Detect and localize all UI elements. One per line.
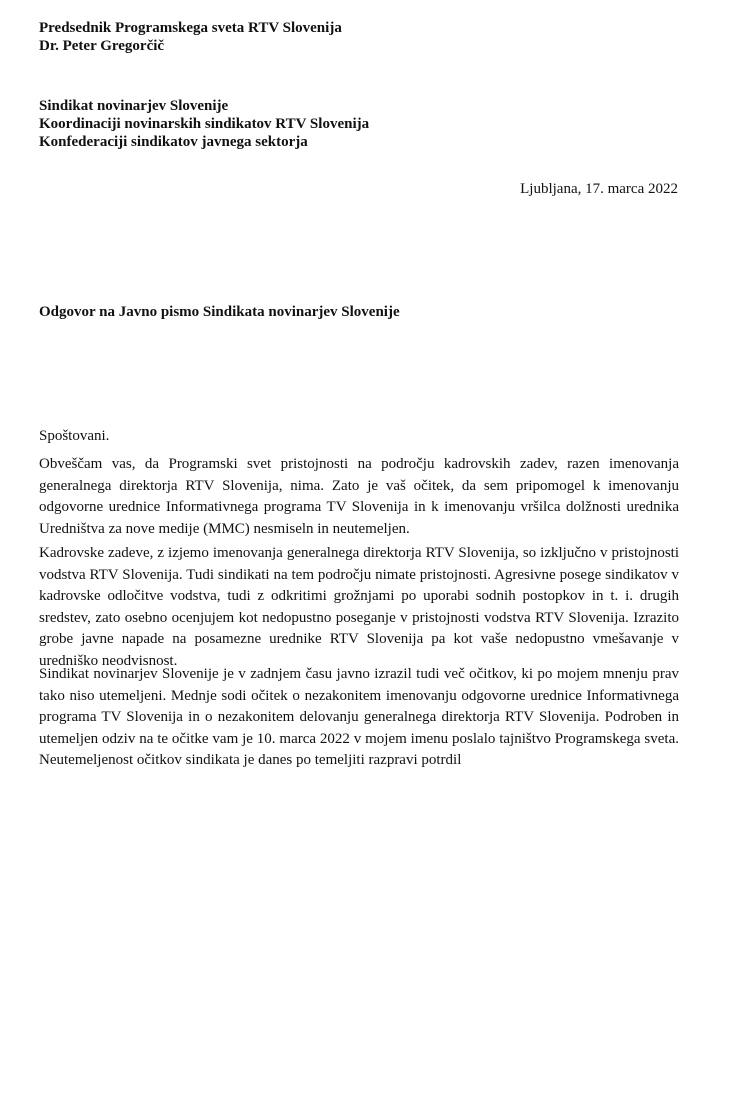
recipient-line: Koordinaciji novinarskih sindikatov RTV Slovenija <box>39 116 370 132</box>
body-paragraph: Sindikat novinarjev Slovenije je v zadnjem času javno izrazil tudi več očitkov, ki po mojem mnenju prav tako niso utemeljeni. Mednje sodi očitek o nezakonitem imenovanju odgovorne urednice Informativnega programa TV Slovenija in o nezakonitem delovanju generalnega direktorja RTV Slovenija. Podroben in utemeljen odziv na te očitke vam je 10. marca 2022 v mojem imenu poslalo tajništvo Programskega sveta. Neutemeljenost očitkov sindikata je danes po temeljiti razpravi potrdil <box>39 666 679 768</box>
body-paragraph: Obveščam vas, da Programski svet pristojnosti na področju kadrovskih zadev, razen imenovanja generalnega direktorja RTV Slovenija, nima. Zato je vaš očitek, da sem pripomogel k imenovanju odgovorne urednice Informativnega programa TV Slovenija in k imenovanju vršilca dolžnosti urednika Uredništva za nove medije (MMC) nesmiseln in neutemeljen. <box>39 456 679 537</box>
sender-name: Dr. Peter Gregorčič <box>39 38 165 54</box>
recipient-line: Konfederaciji sindikatov javnega sektorja <box>39 134 308 150</box>
body-paragraph: Kadrovske zadeve, z izjemo imenovanja generalnega direktorja RTV Slovenija, so izključno v pristojnosti vodstva RTV Slovenija. Tudi sindikati na tem področju nimate pristojnosti. Agresivne posege sindikatov v kadrovske odločitve vodstva, tudi z odkritimi grožnjami po uporabi sodnih postopkov in t. i. drugih sredstev, zato osebno ocenjujem kot nedopustno poseganje v pristojnosti vodstva RTV Slovenija. Izrazito grobe javne napade na posamezne urednike RTV Slovenija pa kot vaše nedopustno vmešavanje v uredniško neodvisnost. <box>39 545 679 669</box>
letter-subject: Odgovor na Javno pismo Sindikata novinarjev Slovenije <box>39 304 400 320</box>
sender-block <box>39 19 679 55</box>
salutation: Spoštovani. <box>39 428 110 444</box>
letter-date: Ljubljana, 17. marca 2022 <box>520 181 678 197</box>
recipient-line: Sindikat novinarjev Slovenije <box>39 98 229 114</box>
sender-title: Predsednik Programskega sveta RTV Slovenija <box>39 20 342 36</box>
recipients-block <box>39 97 679 151</box>
